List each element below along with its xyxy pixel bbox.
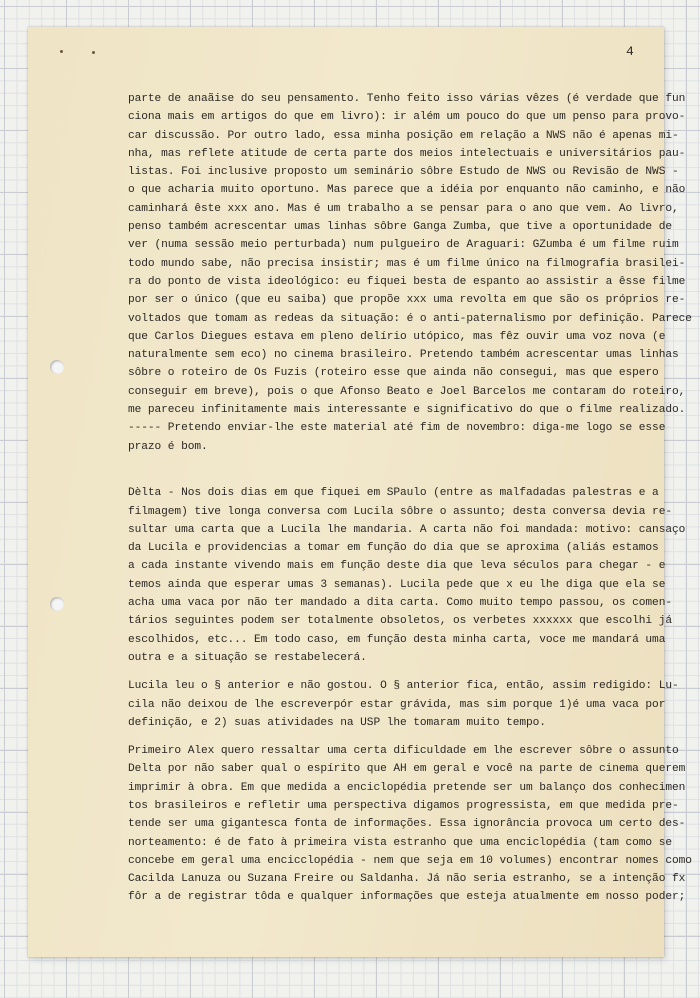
text-line: definição, e 2) suas atividades na USP lhe tomaram muito tempo. xyxy=(128,716,546,729)
punch-hole xyxy=(50,597,64,611)
text-line: naturalmente sem eco) no cinema brasileiro. Pretendo também acrescentar umas linhas xyxy=(128,349,679,362)
text-line: ciona mais em artigos do que em livro): ir além um pouco do que um penso para provo- xyxy=(128,111,686,124)
text-line: outra e a situação se restabelecerá. xyxy=(128,651,367,664)
text-line: me pareceu infinitamente mais interessante e significativo do que o filme realizado. xyxy=(128,404,686,417)
text-line: cila não deixou de lhe escreverpór estar grávida, mas sim porque 1)é uma vaca por xyxy=(128,698,666,711)
text-line: tende ser uma gigantesca fonta de informações. Essa ignorância provoca um certo des- xyxy=(128,818,686,831)
text-line: todo mundo sabe, não precisa insistir; mas é um filme único na filmografia brasilei- xyxy=(128,257,686,270)
text-line: tos brasileiros e refletir uma perspectiva digamos progressista, em que medida pre- xyxy=(128,799,679,812)
text-line: nha, mas reflete atitude de certa parte dos meios intelectuais e universitários pau- xyxy=(128,147,686,160)
text-line: fôr a de registrar tôda e qualquer informações que esteja atualmente em nosso poder; xyxy=(128,891,686,904)
text-line: tários seguintes podem ser totalmente obsoletos, os verbetes xxxxxx que escolhi já xyxy=(128,615,672,628)
paragraph xyxy=(128,742,692,907)
paper-mark xyxy=(60,50,63,53)
text-line: car discussão. Por outro lado, essa minha posição em relação a NWS não é apenas mi- xyxy=(128,129,679,142)
punch-hole xyxy=(50,360,64,374)
text-line: voltados que tomam as redeas da situação: é o anti-paternalismo por definição. Parece xyxy=(128,312,692,325)
paragraph xyxy=(128,90,692,456)
text-line: filmagem) tive longa conversa com Lucila sôbre o assunto; desta conversa devia re- xyxy=(128,505,672,518)
text-line: o que acharia muito oportuno. Mas parece que a idéia por enquanto não caminho, e não xyxy=(128,184,686,197)
text-line: ver (numa sessão meio perturbada) num pulgueiro de Araguari: GZumba é um filme ruim xyxy=(128,239,679,252)
text-line: imprimir à obra. Em que medida a enciclopédia pretende ser um balanço dos conhecimen xyxy=(128,781,686,794)
text-line: parte de anaãise do seu pensamento. Tenho feito isso várias vêzes (é verdade que fun xyxy=(128,93,686,105)
text-line: concebe em geral uma encicclopédia - nem que seja em 10 volumes) encontrar nomes como xyxy=(128,854,692,867)
text-line: por ser o único (que eu saiba) que propõe xxx uma revolta em que são os próprios re- xyxy=(128,294,686,307)
text-line: penso também acrescentar umas linhas sôbre Ganga Zumba, que tive a oportunidade de xyxy=(128,221,672,234)
text-line: listas. Foi inclusive proposto um seminário sôbre Estudo de NWS ou Revisão de NWS - xyxy=(128,166,679,179)
text-line: a cada instante vivendo mais em função deste dia que leva séculos para chegar - e xyxy=(128,560,666,573)
text-line: ra do ponto de vista ideológico: eu fiquei besta de espanto ao assistir a êsse filme xyxy=(128,275,686,288)
text-line: Primeiro Alex quero ressaltar uma certa dificuldade em lhe escrever sôbre o assunto xyxy=(128,745,679,758)
text-line: Delta por não saber qual o espírito que AH em geral e você na parte de cinema querem xyxy=(128,763,686,776)
text-line: Lucila leu o § anterior e não gostou. O § anterior fica, então, assim redigido: Lu- xyxy=(128,680,679,693)
letter-body xyxy=(128,90,692,907)
text-line: acha uma vaca por não ter mandado a dita carta. Como muito tempo passou, os comen- xyxy=(128,597,672,610)
text-line: Dèlta - Nos dois dias em que fiquei em SPaulo (entre as malfadadas palestras e a xyxy=(128,487,659,500)
paper-mark xyxy=(92,51,95,54)
page-number: 4 xyxy=(626,44,634,59)
text-line: sôbre o roteiro de Os Fuzis (roteiro esse que ainda não consegui, mas que espero xyxy=(128,367,659,380)
text-line: ----- Pretendo enviar-lhe este material até fim de novembro: diga-me logo se esse xyxy=(128,422,666,435)
text-line: prazo é bom. xyxy=(128,440,208,453)
paragraph xyxy=(128,677,679,732)
paragraph xyxy=(128,484,686,667)
text-line: da Lucila e providencias a tomar em função do dia que se aproxima (aliás estamos xyxy=(128,542,659,555)
text-line: Cacilda Lanuza ou Suzana Freire ou Saldanha. Já não seria estranho, se a intenção fx xyxy=(128,873,686,886)
text-line: temos ainda que esperar umas 3 semanas). Lucila pede que x eu lhe diga que ela se xyxy=(128,578,666,591)
text-line: que Carlos Diegues estava em pleno delírio utópico, mas fêz ouvir uma voz nova (e xyxy=(128,330,666,343)
text-line: conseguir em breve), pois o que Afonso Beato e Joel Barcelos me contaram do roteiro, xyxy=(128,385,686,398)
text-line: sultar uma carta que a Lucila lhe mandaria. A carta não foi mandada: motivo: cansaço xyxy=(128,523,686,536)
text-line: caminhará êste xxx ano. Mas é um trabalho a se pensar para o ano que vem. Ao livro, xyxy=(128,202,679,215)
text-line: norteamento: é de fato à primeira vista estranho que uma enciclopédia (tam como se xyxy=(128,836,672,849)
text-line: escolhidos, etc... Em todo caso, em função desta minha carta, voce me mandará uma xyxy=(128,633,666,646)
typewritten-page xyxy=(28,27,692,957)
